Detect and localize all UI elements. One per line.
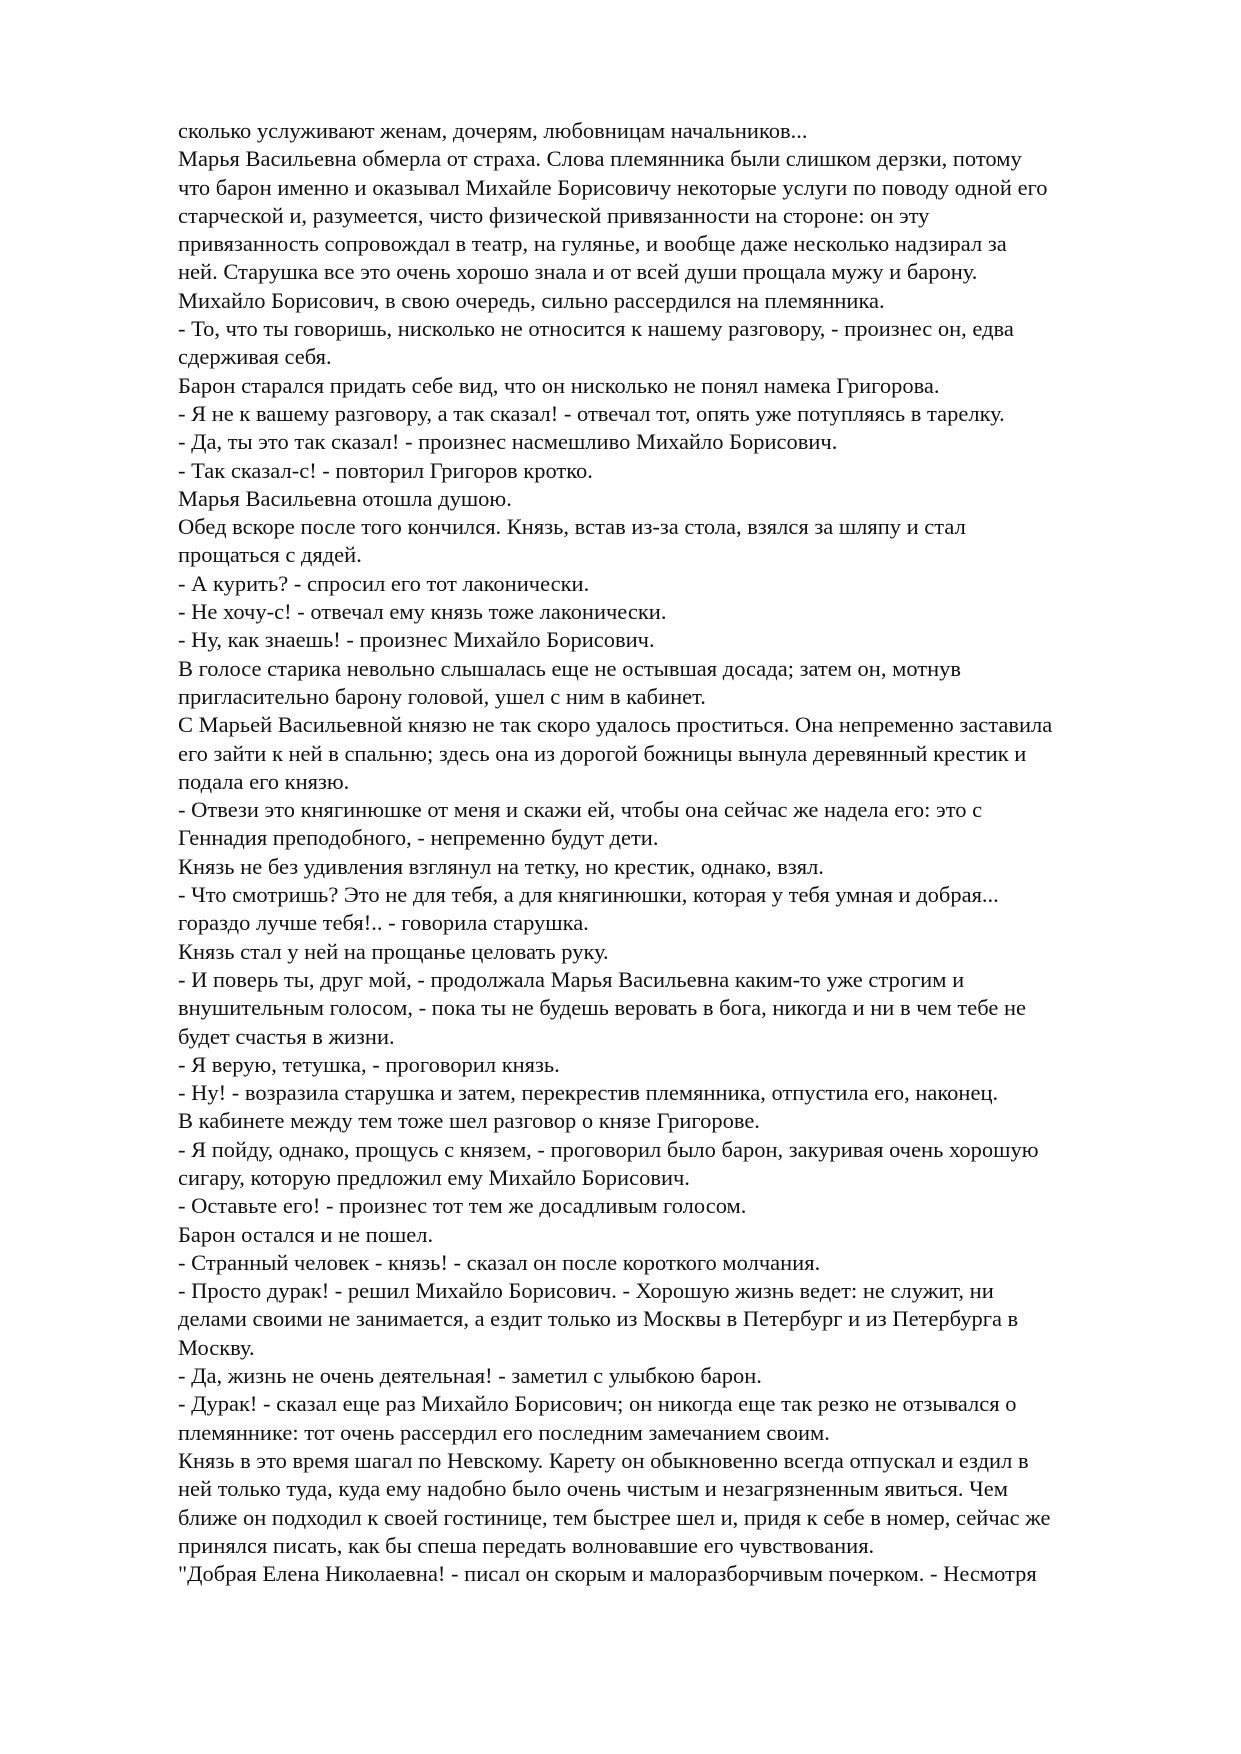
- text-line: Князь в это время шагал по Невскому. Карету он обыкновенно всегда отпускал и ездил в: [178, 1447, 1029, 1473]
- text-line: - Что смотришь? Это не для тебя, а для княгинюшки, которая у тебя умная и добрая...: [178, 882, 999, 908]
- text-line: - Ну, как знаешь! - произнес Михайло Борисович.: [178, 627, 655, 653]
- text-line: Марья Васильевна отошла душою.: [178, 485, 512, 511]
- text-line: Барон остался и не пошел.: [178, 1221, 434, 1247]
- text-line: - Странный человек - князь! - сказал он после короткого молчания.: [178, 1249, 821, 1275]
- text-line: племяннике: тот очень рассердил его последним замечанием своим.: [178, 1419, 830, 1445]
- text-line: Геннадия преподобного, - непременно будут дети.: [178, 825, 659, 851]
- text-line: Марья Васильевна обмерла от страха. Слова племянника были слишком дерзки, потому: [178, 146, 1022, 172]
- text-line: старческой и, разумеется, чисто физической привязанности на стороне: он эту: [178, 202, 930, 228]
- text-line: сдерживая себя.: [178, 344, 332, 370]
- text-line: Михайло Борисович, в свою очередь, сильно рассердился на племянника.: [178, 287, 885, 313]
- text-line: - То, что ты говоришь, нисколько не относится к нашему разговору, - произнес он, едва: [178, 316, 1014, 342]
- text-line: "Добрая Елена Николаевна! - писал он скорым и малоразборчивым почерком. - Несмотря: [178, 1561, 1037, 1587]
- text-line: - А курить? - спросил его тот лаконически.: [178, 570, 590, 596]
- text-line: пригласительно барону головой, ушел с ним в кабинет.: [178, 683, 706, 709]
- text-line: - Оставьте его! - произнес тот тем же досадливым голосом.: [178, 1193, 747, 1219]
- text-line: Князь стал у ней на прощанье целовать руку.: [178, 938, 609, 964]
- text-line: ближе он подходил к своей гостинице, тем быстрее шел и, придя к себе в номер, сейчас же: [178, 1504, 1051, 1530]
- text-line: принялся писать, как бы спеша передать волновавшие его чувствования.: [178, 1532, 875, 1558]
- text-line: - Отвези это княгинюшке от меня и скажи ей, чтобы она сейчас же надела его: это с: [178, 797, 983, 823]
- text-line: его зайти к ней в спальню; здесь она из дорогой божницы вынула деревянный крестик и: [178, 740, 1027, 766]
- text-line: прощаться с дядей.: [178, 542, 362, 568]
- text-line: что барон именно и оказывал Михайле Борисовичу некоторые услуги по поводу одной его: [178, 174, 1048, 200]
- text-line: привязанность сопровождал в театр, на гулянье, и вообще даже несколько надзирал за: [178, 231, 1007, 257]
- text-line: делами своими не занимается, а ездит только из Москвы в Петербург и из Петербурга в: [178, 1306, 1019, 1332]
- text-line: ней. Старушка все это очень хорошо знала и от всей души прощала мужу и барону.: [178, 259, 978, 285]
- text-line: - Ну! - возразила старушка и затем, перекрестив племянника, отпустила его, наконец.: [178, 1080, 999, 1106]
- text-line: - Да, ты это так сказал! - произнес насмешливо Михайло Борисович.: [178, 429, 838, 455]
- text-line: В голосе старика невольно слышалась еще не остывшая досада; затем он, мотнув: [178, 655, 962, 681]
- text-line: - И поверь ты, друг мой, - продолжала Марья Васильевна каким-то уже строгим и: [178, 966, 965, 992]
- text-line: - Да, жизнь не очень деятельная! - заметил с улыбкою барон.: [178, 1363, 762, 1389]
- document-text: [178, 117, 1168, 1588]
- text-line: гораздо лучше тебя!.. - говорила старушка.: [178, 910, 589, 936]
- text-line: С Марьей Васильевной князю не так скоро удалось проститься. Она непременно заставила: [178, 712, 1053, 738]
- text-line: подала его князю.: [178, 768, 350, 794]
- text-line: - Я верую, тетушка, - проговорил князь.: [178, 1051, 560, 1077]
- text-line: Москву.: [178, 1334, 255, 1360]
- text-line: внушительным голосом, - пока ты не будешь веровать в бога, никогда и ни в чем тебе не: [178, 995, 1027, 1021]
- text-line: - Я пойду, однако, прощусь с князем, - проговорил было барон, закуривая очень хорошую: [178, 1136, 1039, 1162]
- text-line: В кабинете между тем тоже шел разговор о князе Григорове.: [178, 1108, 760, 1134]
- text-line: сколько услуживают женам, дочерям, любовницам начальников...: [178, 118, 808, 143]
- text-line: - Так сказал-с! - повторил Григоров кротко.: [178, 457, 593, 483]
- text-line: - Просто дурак! - решил Михайло Борисович. - Хорошую жизнь ведет: не служит, ни: [178, 1278, 994, 1304]
- text-line: - Не хочу-с! - отвечал ему князь тоже лаконически.: [178, 599, 667, 625]
- text-line: - Дурак! - сказал еще раз Михайло Борисович; он никогда еще так резко не отзывался о: [178, 1391, 1017, 1417]
- text-line: Барон старался придать себе вид, что он нисколько не понял намека Григорова.: [178, 372, 940, 398]
- text-line: Князь не без удивления взглянул на тетку, но крестик, однако, взял.: [178, 853, 824, 879]
- text-line: - Я не к вашему разговору, а так сказал! - отвечал тот, опять уже потупляясь в тарелку.: [178, 400, 1005, 426]
- text-line: будет счастья в жизни.: [178, 1023, 395, 1049]
- text-line: Обед вскоре после того кончился. Князь, встав из-за стола, взялся за шляпу и стал: [178, 514, 966, 540]
- text-line: сигару, которую предложил ему Михайло Борисович.: [178, 1164, 690, 1190]
- text-line: ней только туда, куда ему надобно было очень чистым и незагрязненным явиться. Чем: [178, 1476, 1008, 1502]
